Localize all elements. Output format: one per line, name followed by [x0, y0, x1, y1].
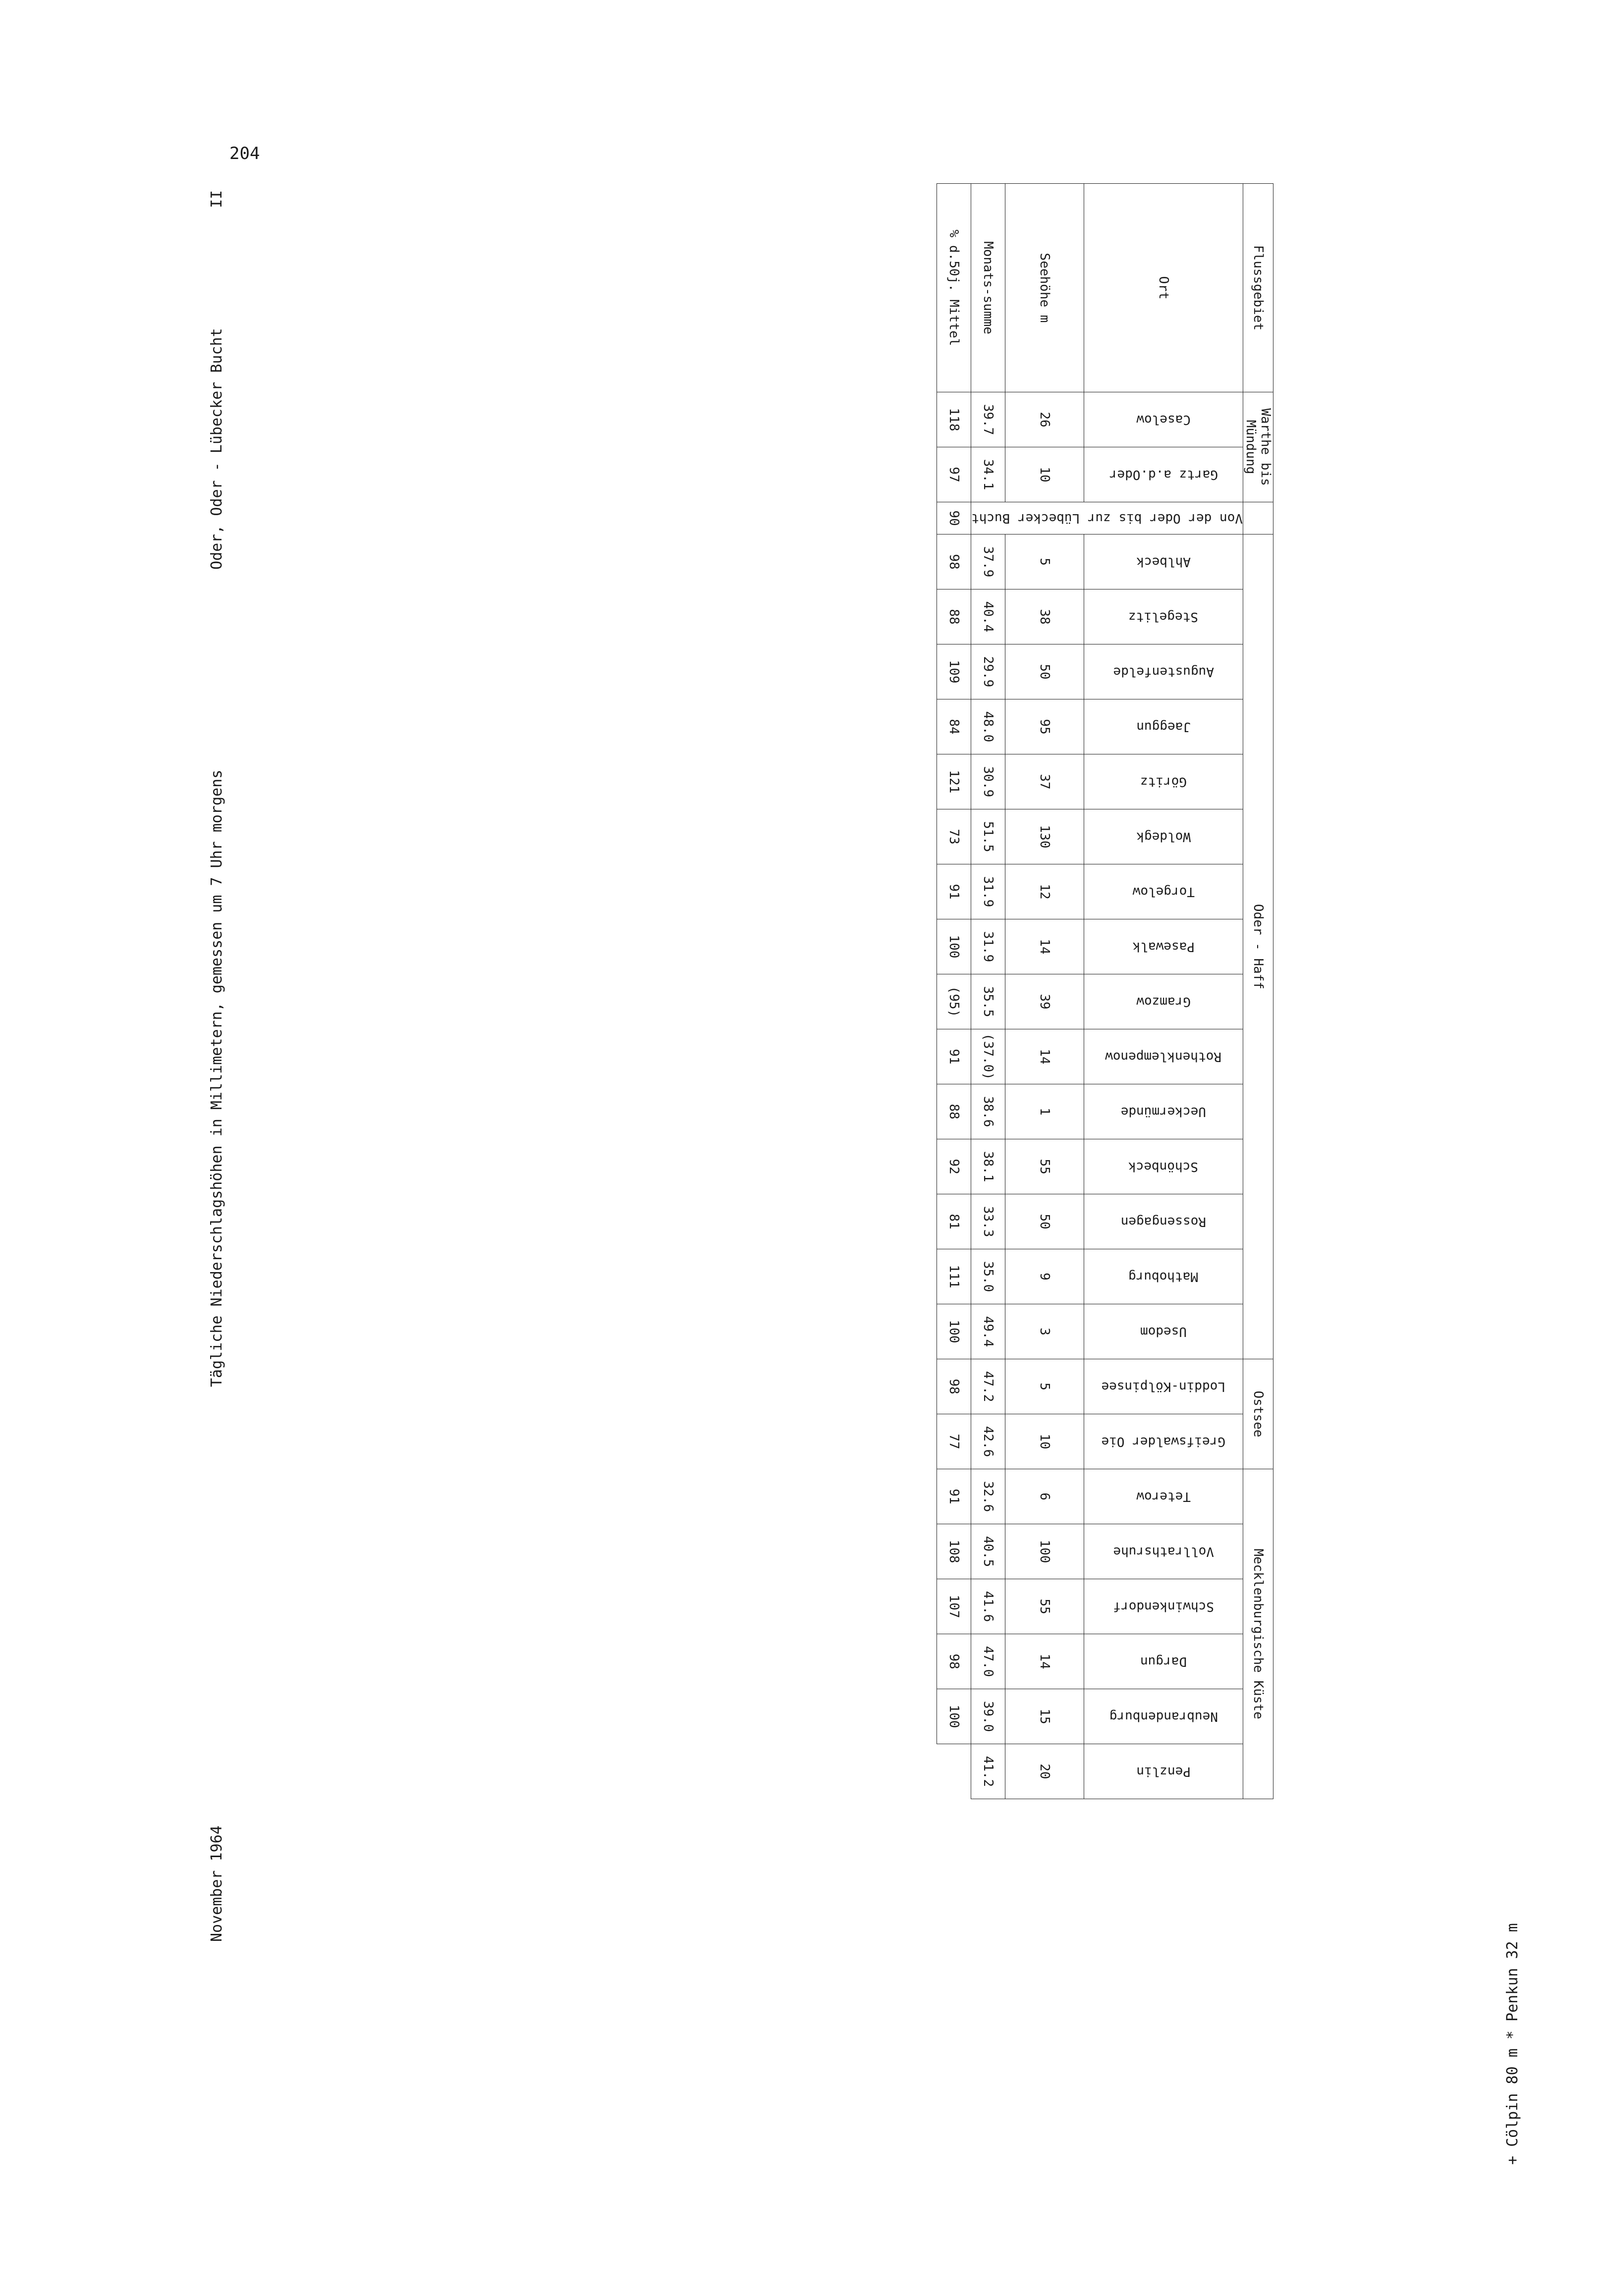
station-height: 12	[1005, 864, 1084, 919]
station-height: 100	[1005, 1524, 1084, 1579]
station-height: 15	[1005, 1689, 1084, 1744]
station-name: Augustenfelde	[1084, 644, 1243, 699]
station-height: 14	[1005, 1634, 1084, 1689]
station-height: 39	[1005, 974, 1084, 1029]
ostsee-group: Ostsee	[1243, 1359, 1273, 1469]
month-sum: 39.0	[971, 1689, 1005, 1744]
month-sum: 38.1	[971, 1139, 1005, 1194]
station-height: 38	[1005, 589, 1084, 644]
station-name: Jaeggun	[1084, 699, 1243, 754]
mecklenburg-group: Mecklenburgische Küste	[1243, 1469, 1273, 1799]
station-name: Mathoburg	[1084, 1249, 1243, 1304]
seehohe-label: Seehöhe m	[1005, 184, 1084, 392]
row-label: % d.50j. Mittel	[937, 184, 971, 392]
station-height: 6	[1005, 1469, 1084, 1524]
month-sum: 49.4	[971, 1304, 1005, 1359]
percent-mean: 88	[937, 1084, 971, 1139]
percent-mean: 91	[937, 1029, 971, 1084]
station-height: 20	[1005, 1744, 1084, 1799]
station-name: Woldegk	[1084, 809, 1243, 864]
station-name: Caselow	[1084, 392, 1243, 447]
month-sum: 42.6	[971, 1414, 1005, 1469]
month-sum: 48.0	[971, 699, 1005, 754]
station-height: 26	[1005, 392, 1084, 447]
header-center: Tägliche Niederschlagshöhen in Millimetern, gemessen um 7 Uhr morgens	[208, 769, 225, 1387]
station-name: Gartz a.d.Oder	[1084, 447, 1243, 502]
station-name: Ahlbeck	[1084, 534, 1243, 589]
middle-banner: Von der Oder bis zur Lübecker Bucht	[971, 502, 1243, 534]
station-name: Stegelitz	[1084, 589, 1243, 644]
station-name: Rossengagen	[1084, 1194, 1243, 1249]
station-height: 3	[1005, 1304, 1084, 1359]
percent-mean: 91	[937, 864, 971, 919]
station-name: Rothenklempenow	[1084, 1029, 1243, 1084]
header-right-region: Oder, Oder - Lübecker Bucht	[208, 328, 225, 570]
row-label: Monats-summe	[971, 184, 1005, 392]
station-name: Schönbeck	[1084, 1139, 1243, 1194]
station-name: Greifswalder Oie	[1084, 1414, 1243, 1469]
month-sum: 39.7	[971, 392, 1005, 447]
month-sum: 40.4	[971, 589, 1005, 644]
percent-mean: 109	[937, 644, 971, 699]
percent-mean: 81	[937, 1194, 971, 1249]
station-height: 14	[1005, 919, 1084, 974]
percent-mean: 90	[937, 502, 971, 534]
station-height: 5	[1005, 534, 1084, 589]
station-height: 9	[1005, 1249, 1084, 1304]
station-height: 130	[1005, 809, 1084, 864]
percent-mean: 97	[937, 447, 971, 502]
warthe-group: Warthe bis Mündung	[1243, 392, 1273, 502]
percent-mean: 98	[937, 534, 971, 589]
percent-mean: 100	[937, 1304, 971, 1359]
month-sum: 31.9	[971, 919, 1005, 974]
station-height: 10	[1005, 1414, 1084, 1469]
flussgebiet-label: Flussgebiet	[1243, 184, 1273, 392]
station-height: 14	[1005, 1029, 1084, 1084]
month-sum: 29.9	[971, 644, 1005, 699]
precipitation-table	[258, 183, 1273, 1942]
station-name: Usedom	[1084, 1304, 1243, 1359]
month-sum: 40.5	[971, 1524, 1005, 1579]
percent-mean: 91	[937, 1469, 971, 1524]
station-name: Torgelow	[1084, 864, 1243, 919]
station-height: 50	[1005, 644, 1084, 699]
station-height: 95	[1005, 699, 1084, 754]
station-name: Vollrathsruhe	[1084, 1524, 1243, 1579]
percent-mean: 88	[937, 589, 971, 644]
header-right-num: II	[208, 190, 225, 208]
header-left: November 1964	[208, 1825, 225, 1942]
percent-mean: (95)	[937, 974, 971, 1029]
banner-spacer	[1243, 502, 1273, 534]
month-sum: 32.6	[971, 1469, 1005, 1524]
month-sum: 35.0	[971, 1249, 1005, 1304]
percent-mean: 92	[937, 1139, 971, 1194]
percent-mean: 73	[937, 809, 971, 864]
percent-mean: 121	[937, 754, 971, 809]
percent-mean: 108	[937, 1524, 971, 1579]
station-name: Penzlin	[1084, 1744, 1243, 1799]
month-sum: 38.6	[971, 1084, 1005, 1139]
page-number: 204	[229, 144, 260, 163]
percent-mean: 98	[937, 1359, 971, 1414]
month-sum: 41.2	[971, 1744, 1005, 1799]
footnote: + Cölpin 80 m * Penkun 32 m	[1504, 1923, 1521, 2165]
station-name: Gramzow	[1084, 974, 1243, 1029]
station-height: 1	[1005, 1084, 1084, 1139]
station-height: 55	[1005, 1139, 1084, 1194]
month-sum: 47.0	[971, 1634, 1005, 1689]
station-height: 10	[1005, 447, 1084, 502]
ort-label: Ort	[1084, 184, 1243, 392]
percent-mean: 100	[937, 1689, 971, 1744]
station-height: 55	[1005, 1579, 1084, 1634]
month-sum: 41.6	[971, 1579, 1005, 1634]
percent-mean: 100	[937, 919, 971, 974]
month-sum: 35.5	[971, 974, 1005, 1029]
percent-mean: 118	[937, 392, 971, 447]
month-sum: 47.2	[971, 1359, 1005, 1414]
month-sum: 30.9	[971, 754, 1005, 809]
month-sum: 34.1	[971, 447, 1005, 502]
station-height: 5	[1005, 1359, 1084, 1414]
station-name: Pasewalk	[1084, 919, 1243, 974]
station-name: Göritz	[1084, 754, 1243, 809]
percent-mean: 98	[937, 1634, 971, 1689]
percent-mean: 77	[937, 1414, 971, 1469]
month-sum: 33.3	[971, 1194, 1005, 1249]
percent-mean: 84	[937, 699, 971, 754]
month-sum: (37.0)	[971, 1029, 1005, 1084]
month-sum: 51.5	[971, 809, 1005, 864]
station-name: Loddin-Kölpinsee	[1084, 1359, 1243, 1414]
station-height: 37	[1005, 754, 1084, 809]
station-name: Neubrandenburg	[1084, 1689, 1243, 1744]
station-name: Schwinkendorf	[1084, 1579, 1243, 1634]
station-height: 50	[1005, 1194, 1084, 1249]
station-name: Dargun	[1084, 1634, 1243, 1689]
station-name: Teterow	[1084, 1469, 1243, 1524]
month-sum: 37.9	[971, 534, 1005, 589]
oder-haff-group: Oder - Haff	[1243, 534, 1273, 1359]
month-sum: 31.9	[971, 864, 1005, 919]
station-name: Ueckermünde	[1084, 1084, 1243, 1139]
percent-mean: 111	[937, 1249, 971, 1304]
percent-mean: 107	[937, 1579, 971, 1634]
